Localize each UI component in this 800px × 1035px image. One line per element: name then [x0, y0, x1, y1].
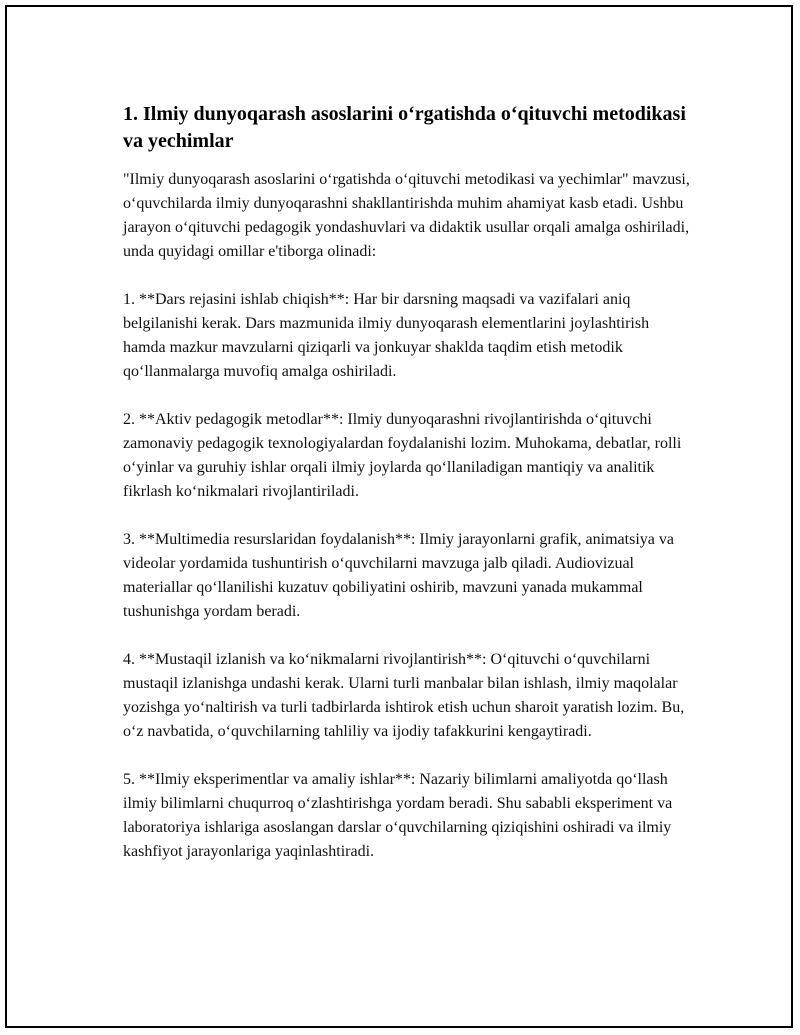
list-item-2-paragraph: 2. **Aktiv pedagogik metodlar**: Ilmiy dunyoqarashni rivojlantirishda o‘qituvchi zamonaviy pedagogik texnologiyalardan foydalanishi lozim. Muhokama, debatlar, rolli o‘yinlar va guruhiy ishlar orqali ilmiy joylarda qo‘llaniladigan mantiqiy va analitik fikrlash ko‘nikmalari rivojlantiriladi.	[123, 411, 682, 500]
document-body	[123, 101, 695, 888]
intro-paragraph: "Ilmiy dunyoqarash asoslarini o‘rgatishda o‘qituvchi metodikasi va yechimlar" mavzusi, o‘quvchilarda ilmiy dunyoqarashni shakllantirishda muhim ahamiyat kasb etadi. Ushbu jarayon o‘qituvchi pedagogik yondashuvlari va didaktik usullar orqali amalga oshiriladi, unda quyidagi omillar e'tiborga olinadi:	[123, 171, 690, 260]
list-item-1-paragraph: 1. **Dars rejasini ishlab chiqish**: Har bir darsning maqsadi va vazifalari aniq belgilanishi kerak. Dars mazmunida ilmiy dunyoqarash elementlarini joylashtirish hamda mazkur mavzularni qiziqarli va jonkuyar shaklda taqdim etish metodik qo‘llanmalarga muvofiq amalga oshiriladi.	[123, 291, 650, 380]
list-item-3-paragraph: 3. **Multimedia resurslaridan foydalanish**: Ilmiy jarayonlarni grafik, animatsiya va videolar yordamida tushuntirish o‘quvchilarni mavzuga jalb qiladi. Audiovizual materiallar qo‘llanilishi kuzatuv qobiliyatini oshirib, mavzuni yanada mukammal tushunishga yordam beradi.	[123, 531, 674, 620]
list-item-5-paragraph: 5. **Ilmiy eksperimentlar va amaliy ishlar**: Nazariy bilimlarni amaliyotda qo‘llash ilmiy bilimlarni chuqurroq o‘zlashtirishga yordam beradi. Shu sababli eksperiment va laboratoriya ishlariga asoslangan darslar o‘quvchilarning qiziqishini oshiradi va ilmiy kashfiyot jarayonlariga yaqinlashtiradi.	[123, 771, 673, 860]
page-frame	[5, 5, 793, 1028]
document-title: 1. Ilmiy dunyoqarash asoslarini o‘rgatishda o‘qituvchi metodikasi va yechimlar	[123, 103, 686, 152]
list-item-4-paragraph: 4. **Mustaqil izlanish va ko‘nikmalarni rivojlantirish**: O‘qituvchi o‘quvchilarni mustaqil izlanishga undashi kerak. Ularni turli manbalar bilan ishlash, ilmiy maqolalar yozishga yo‘naltirish va turli tadbirlarda ishtirok etish uchun sharoit yaratish lozim. Bu, o‘z navbatida, o‘quvchilarning tahliliy va ijodiy tafakkurini kengaytiradi.	[123, 651, 685, 740]
